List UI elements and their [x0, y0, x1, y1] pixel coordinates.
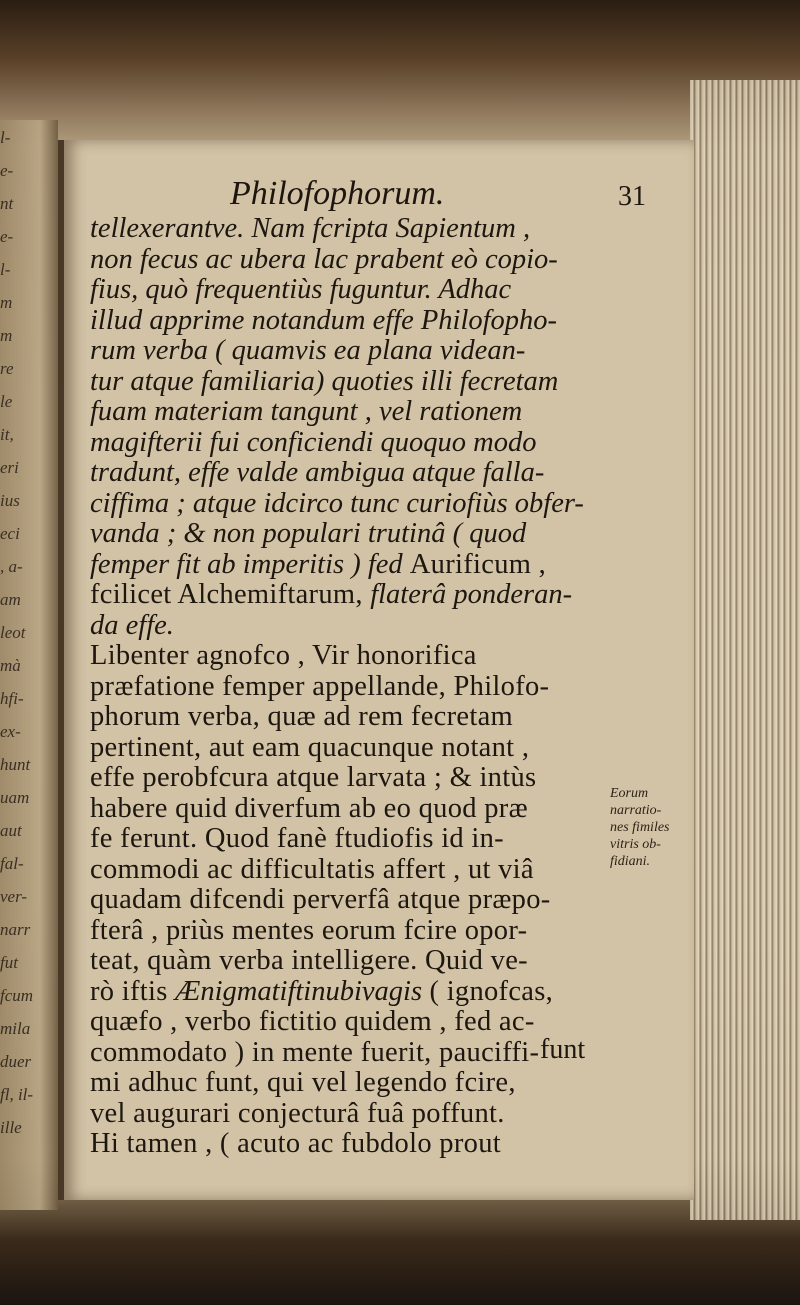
- text-line: [90, 641, 610, 672]
- previous-page-fragment-text: fal-: [0, 854, 24, 873]
- previous-page-fragment-text: fl, il-: [0, 1085, 34, 1104]
- marginal-note-line: narratio-: [610, 803, 662, 818]
- text-span: ciffima ; atque idcirco tunc curiofiùs obfer-: [90, 487, 584, 519]
- body-text: [90, 214, 610, 1160]
- previous-page-fragment-text: fcum: [0, 986, 34, 1005]
- text-span: mi adhuc funt, qui vel legendo fcire,: [90, 1067, 516, 1098]
- text-line: [90, 855, 610, 886]
- text-span: tur atque familiaria) quoties illi fecretam: [90, 365, 559, 397]
- text-span: Hi tamen , ( acuto ac fubdolo prout: [90, 1128, 501, 1159]
- text-span: habere quid diverfum ab eo quod præ: [90, 792, 528, 824]
- text-span: commodato ) in mente fuerit, pauciffi-: [90, 1036, 540, 1068]
- text-span: fcilicet Alchemiftarum,: [90, 579, 371, 610]
- previous-page-fragment-text: aut: [0, 821, 22, 840]
- text-span: magifterii fui conficiendi quoquo modo: [90, 426, 537, 458]
- previous-page-fragment-text: narr: [0, 920, 31, 939]
- text-line: [90, 1038, 610, 1069]
- previous-page-fragment-text: ex-: [0, 722, 21, 741]
- previous-page-fragment-text: re: [0, 359, 14, 378]
- page-stack-right: [690, 80, 800, 1220]
- previous-page-fragment-text: m: [0, 326, 13, 345]
- text-span: fius, quò frequentiùs fuguntur. Adhac: [90, 274, 512, 305]
- marginal-note: [610, 785, 700, 870]
- text-span: tellexerantve. Nam fcripta Sapientum ,: [90, 213, 531, 244]
- previous-page-fragment-text: eri: [0, 458, 19, 477]
- text-line: [90, 702, 610, 733]
- previous-page-fragment-text: l-: [0, 128, 11, 147]
- text-span: teat, quàm verba intelligere. Quid ve-: [90, 945, 528, 976]
- previous-page-fragment-text: ius: [0, 491, 20, 510]
- text-span: quadam difcendi perverfâ atque præpo-: [90, 884, 551, 915]
- previous-page-fragment-text: it,: [0, 425, 14, 444]
- text-line: [90, 916, 610, 947]
- text-line: [90, 458, 610, 489]
- text-line: [90, 306, 610, 337]
- previous-page-fragment-text: am: [0, 590, 21, 609]
- text-span: Ænigmatiftinubivagis: [175, 975, 423, 1007]
- text-line: [90, 824, 610, 855]
- text-line: [90, 1007, 610, 1038]
- previous-page-fragment-text: mà: [0, 656, 21, 675]
- text-span: rum verba ( quamvis ea plana videan-: [90, 335, 526, 366]
- previous-page-fragment-text: , a-: [0, 557, 23, 576]
- text-line: [90, 611, 610, 642]
- previous-page-fragment-text: e-: [0, 161, 14, 180]
- text-line: [90, 794, 610, 825]
- previous-page-fragment-text: l-: [0, 260, 11, 279]
- marginal-note-line: nes fimiles: [610, 820, 670, 835]
- previous-page-fragment-text: le: [0, 392, 13, 411]
- text-line: [90, 946, 610, 977]
- text-span: phorum verba, quæ ad rem fecretam: [90, 701, 513, 732]
- previous-page-fragment-text: uam: [0, 788, 30, 807]
- text-line: [90, 885, 610, 916]
- text-span: commodi ac difficultatis affert , ut viâ: [90, 853, 534, 885]
- text-span: quæfo , verbo fictitio quidem , fed ac-: [90, 1006, 535, 1037]
- marginal-note-line: vitris ob-: [610, 837, 661, 852]
- text-span: da effe.: [90, 609, 174, 641]
- text-line: [90, 245, 610, 276]
- text-span: pertinent, aut eam quacunque notant ,: [90, 731, 530, 763]
- text-span: fterâ , priùs mentes eorum fcire opor-: [90, 914, 528, 946]
- previous-page-fragment-text: m: [0, 293, 13, 312]
- catchword: funt: [540, 1034, 586, 1065]
- text-line: [90, 977, 610, 1008]
- text-span: fuam materiam tangunt , vel rationem: [90, 396, 523, 427]
- text-line: [90, 275, 610, 306]
- text-line: [90, 397, 610, 428]
- text-line: [90, 1129, 610, 1160]
- previous-page-fragment-text: ille: [0, 1118, 22, 1137]
- text-line: [90, 336, 610, 367]
- previous-page-fragment-text: ver-: [0, 887, 28, 906]
- text-line: [90, 672, 610, 703]
- text-line: [90, 733, 610, 764]
- running-head: [0, 175, 800, 215]
- previous-page-fragment-text: hfi-: [0, 689, 24, 708]
- previous-page-fragment-text: mila: [0, 1019, 31, 1038]
- text-line: [90, 763, 610, 794]
- text-line: [90, 214, 610, 245]
- text-line: [90, 428, 610, 459]
- text-span: effe perobfcura atque larvata ; & intùs: [90, 762, 537, 793]
- text-line: [90, 519, 610, 550]
- text-span: vanda ; & non populari trutinâ ( quod: [90, 518, 527, 549]
- text-span: flaterâ ponderan-: [370, 579, 573, 610]
- text-line: [90, 489, 610, 520]
- text-line: [90, 580, 610, 611]
- text-span: Aurificum ,: [409, 548, 547, 580]
- previous-page-fragment-text: hunt: [0, 755, 31, 774]
- text-span: non fecus ac ubera lac prabent eò copio-: [90, 243, 558, 275]
- page-number: 31: [618, 181, 646, 212]
- previous-page-fragment: [0, 120, 58, 1210]
- text-span: femper fit ab imperitis ) fed: [90, 548, 410, 580]
- text-span: illud apprime notandum effe Philofopho-: [90, 304, 558, 336]
- text-span: tradunt, effe valde ambigua atque falla-: [90, 457, 545, 488]
- previous-page-fragment-text: nt: [0, 194, 14, 213]
- previous-page-fragment-text: e-: [0, 227, 14, 246]
- marginal-note-line: Eorum: [610, 786, 649, 801]
- running-title: Philofophorum.: [230, 175, 445, 212]
- text-span: fe ferunt. Quod fanè ftudiofis id in-: [90, 823, 504, 854]
- previous-page-fragment-text: leot: [0, 623, 26, 642]
- page-gutter: [58, 140, 64, 1200]
- previous-page-fragment-text: duer: [0, 1052, 32, 1071]
- text-span: rò iftis: [90, 975, 176, 1007]
- previous-page-fragment-text: fut: [0, 953, 18, 972]
- text-span: præfatione femper appellande, Philofo-: [90, 670, 550, 702]
- previous-page-fragment-text: eci: [0, 524, 20, 543]
- text-line: [90, 367, 610, 398]
- text-span: vel augurari conjecturâ fuâ poffunt.: [90, 1097, 505, 1129]
- text-span: ( ignofcas,: [422, 975, 554, 1007]
- text-line: [90, 1099, 610, 1130]
- text-line: [90, 550, 610, 581]
- marginal-note-line: fidiani.: [610, 854, 651, 869]
- text-line: [90, 1068, 610, 1099]
- text-span: Libenter agnofco , Vir honorifica: [90, 640, 477, 671]
